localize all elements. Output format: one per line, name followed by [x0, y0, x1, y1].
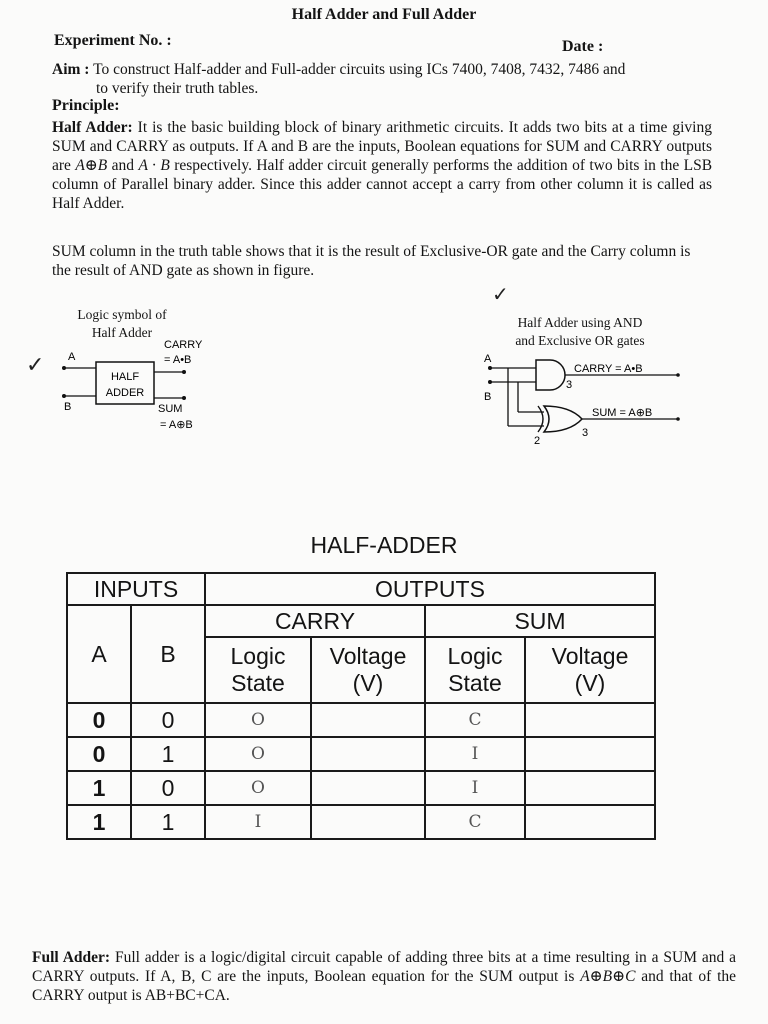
voltage-line1: Voltage — [329, 643, 407, 669]
row-carry-state: O — [205, 771, 311, 805]
principle-heading: Principle: — [52, 97, 120, 114]
row-a: 1 — [67, 771, 131, 805]
gates-pin-3-top: 3 — [566, 379, 573, 391]
symbol-sum-label: SUM — [158, 403, 183, 415]
gates-sum-output: SUM = A⊕B — [592, 407, 653, 419]
row-a: 1 — [67, 805, 131, 839]
sum-header: SUM — [425, 605, 655, 637]
gates-input-b: B — [484, 391, 492, 403]
row-sum-voltage — [525, 805, 655, 839]
half-adder-text-b: respectively. Half adder circuit generally performs the addition of two bits in the LSB column of Parallel binary adder. Since this adder cannot accept a carry from other column it is called as Half Adder. — [52, 157, 713, 212]
carry-voltage-header — [311, 637, 425, 703]
gates-carry-output: CARRY = A•B — [574, 363, 643, 375]
gates-input-a: A — [484, 353, 492, 365]
sum-voltage-header — [525, 637, 655, 703]
gates-caption — [480, 314, 680, 350]
carry-logic-state-header — [205, 637, 311, 703]
logic-symbol-caption-line1: Logic symbol of — [77, 307, 167, 322]
page-title: Half Adder and Full Adder — [291, 6, 477, 23]
logic-symbol-caption — [62, 306, 182, 342]
gates-caption-line1: Half Adder using AND — [517, 315, 643, 330]
symbol-input-b: B — [64, 401, 72, 413]
half-adder-logic-symbol — [56, 340, 226, 440]
carry-header: CARRY — [205, 605, 425, 637]
col-a-header: A — [67, 605, 131, 703]
sum-equation: A⊕B — [75, 157, 108, 174]
outputs-header: OUTPUTS — [205, 573, 655, 605]
sum-logic-state-header — [425, 637, 525, 703]
symbol-sum-expr: = A⊕B — [160, 419, 193, 431]
logic-symbol-caption-line2: Half Adder — [91, 325, 153, 340]
experiment-number-label: Experiment No. : — [54, 32, 172, 49]
carry-equation: A · B — [138, 157, 170, 174]
gates-pin-2: 2 — [534, 435, 541, 447]
table-row — [67, 737, 655, 771]
half-adder-text-a: It is the basic building block of binary arithmetic circuits. It adds two bits at a time giving SUM and CARRY as outputs. If A and B are the inputs, Boolean equations for SUM and CARRY outputs are — [52, 119, 712, 174]
half-adder-gates-diagram — [478, 350, 688, 450]
date-label: Date : — [562, 38, 604, 55]
symbol-block-line1: HALF — [110, 371, 140, 383]
row-b: 1 — [131, 737, 205, 771]
aim-text-line2: to verify their truth tables. — [96, 80, 259, 97]
truth-table — [66, 572, 656, 840]
row-sum-voltage — [525, 737, 655, 771]
full-adder-sum-equation: A⊕B⊕C — [580, 968, 636, 985]
logic-state-line2: State — [448, 670, 502, 696]
logic-state-line1: Logic — [447, 643, 503, 669]
gates-caption-line2: and Exclusive OR gates — [515, 333, 645, 348]
row-carry-voltage — [311, 703, 425, 737]
full-adder-label: Full Adder: — [32, 949, 111, 966]
symbol-carry-label: CARRY — [164, 340, 203, 351]
row-b: 0 — [131, 703, 205, 737]
row-sum-state: C — [425, 805, 525, 839]
symbol-input-a: A — [68, 351, 76, 363]
truth-table-title: HALF-ADDER — [310, 532, 458, 558]
symbol-carry-expr: = A•B — [164, 354, 192, 366]
full-adder-text-b: and that of the CARRY output is AB+BC+CA. — [32, 968, 737, 1004]
voltage-line2: (V) — [574, 670, 606, 696]
voltage-line2: (V) — [352, 670, 384, 696]
check-mark-icon: ✓ — [492, 284, 509, 306]
symbol-block-line2: ADDER — [105, 387, 145, 399]
table-row — [67, 805, 655, 839]
full-adder-paragraph — [32, 948, 736, 1005]
voltage-line1: Voltage — [551, 643, 629, 669]
full-adder-text-a: Full adder is a logic/digital circuit capable of adding three bits at a time resulting in a SUM and a CARRY outputs. If A, B, C are the inputs, Boolean equation for the SUM output is — [32, 949, 737, 985]
logic-state-line2: State — [231, 670, 285, 696]
aim-text-line1: To construct Half-adder and Full-adder circuits using ICs 7400, 7408, 7432, 7486 and — [93, 61, 626, 78]
half-adder-and: and — [111, 157, 135, 174]
check-mark-icon: ✓ — [26, 352, 45, 377]
half-adder-label: Half Adder: — [52, 119, 133, 136]
row-a: 0 — [67, 703, 131, 737]
aim-label: Aim : — [52, 61, 90, 78]
sum-column-paragraph: SUM column in the truth table shows that it is the result of Exclusive-OR gate and the Carry column is the result of AND gate as shown in figure. — [52, 243, 691, 279]
row-carry-state: O — [205, 737, 311, 771]
row-carry-voltage — [311, 805, 425, 839]
row-sum-state: C — [425, 703, 525, 737]
row-sum-voltage — [525, 771, 655, 805]
table-row — [67, 703, 655, 737]
row-sum-voltage — [525, 703, 655, 737]
row-sum-state: I — [425, 771, 525, 805]
row-b: 1 — [131, 805, 205, 839]
row-carry-state: O — [205, 703, 311, 737]
logic-state-line1: Logic — [230, 643, 286, 669]
col-b-header: B — [131, 605, 205, 703]
row-carry-voltage — [311, 771, 425, 805]
row-carry-voltage — [311, 737, 425, 771]
aim-section — [52, 60, 712, 98]
row-b: 0 — [131, 771, 205, 805]
row-sum-state: I — [425, 737, 525, 771]
inputs-header: INPUTS — [67, 573, 205, 605]
row-a: 0 — [67, 737, 131, 771]
gates-pin-3-bottom: 3 — [582, 427, 589, 439]
half-adder-paragraph — [52, 118, 712, 213]
table-row — [67, 771, 655, 805]
row-carry-state: I — [205, 805, 311, 839]
